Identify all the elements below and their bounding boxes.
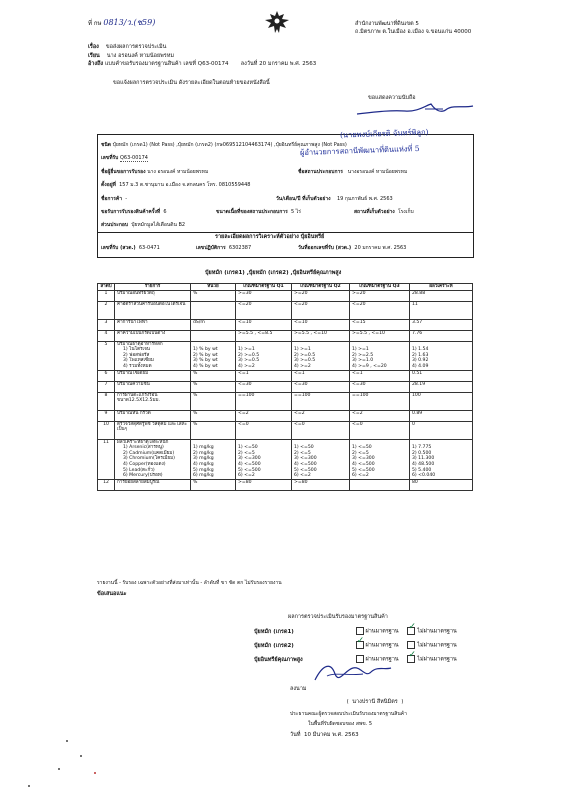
cell-unit: % xyxy=(191,381,236,392)
signer-name-text: นางปรานี สีหนิมิตร xyxy=(352,699,398,705)
sub-item: 2) ฟอสฟอรัส xyxy=(123,352,150,358)
sub-unit: 6) mg/kg xyxy=(193,473,214,479)
cell-q3: <=0 xyxy=(350,421,410,439)
sub-item: 4) Copper(ทองแดง) xyxy=(123,461,166,467)
lab-date-label: วันที่ออกเลขที่รับ (สวด.) xyxy=(298,245,352,251)
signature-top xyxy=(355,100,475,120)
cell-result xyxy=(410,341,473,370)
request-type-label: ชนิด xyxy=(101,142,112,148)
pass-label: ผ่านมาตรฐาน xyxy=(365,642,399,649)
cell-result: 7.76 xyxy=(410,330,473,341)
cell-no: 12 xyxy=(98,479,115,490)
grade-name: ปุ๋ยอินทรีย์คุณภาพสูง xyxy=(254,656,303,663)
cell-result: 0 xyxy=(410,421,473,439)
cell-q2: <=30 xyxy=(292,381,350,392)
cell-unit: % xyxy=(191,370,236,381)
address-value: 157 ม.3 ต.ชานุมาน อ.เมือง จ.สกลนคร โทร. 0810559448 xyxy=(119,182,251,188)
scan-speck xyxy=(66,740,68,742)
cell-unit xyxy=(191,330,236,341)
cell-q1: <=1 xyxy=(236,370,292,381)
to-label: เรียน xyxy=(88,53,100,59)
sub-q2: 4) >=2 xyxy=(294,363,311,369)
doc-number xyxy=(88,19,155,27)
report-title: รายละเอียดผลการวิเคราะห์ตัวอย่าง ปุ๋ยอินทรีย์ xyxy=(215,234,325,240)
cell-q3 xyxy=(350,479,410,490)
cell-q1: >=80 xyxy=(236,479,292,490)
cell-q2: >=5.5 , <=10 xyxy=(292,330,350,341)
signer-title-stamp: ผู้อำนวยการสถานีพัฒนาที่ดินแห่งที่ 5 xyxy=(299,143,420,158)
request-number-line xyxy=(101,155,148,161)
sub-q1: 3) >=0.5 xyxy=(238,358,260,364)
establishment-value: นางอรอนงค์ หามน้อยพรหม xyxy=(347,169,408,175)
reference-line xyxy=(88,61,316,68)
table-row xyxy=(98,370,473,381)
sub-q2: 2) >=0.5 xyxy=(294,352,316,358)
grade-row-2 xyxy=(254,636,457,650)
sub-q3: 1) >=1 xyxy=(352,347,369,353)
establishment-label: ชื่อสถานประกอบการ xyxy=(298,169,343,175)
garuda-emblem-icon xyxy=(262,8,292,38)
sign-label: ลงนาม xyxy=(290,686,307,692)
check-icon: ✓ xyxy=(408,622,416,632)
cell-item: ปริมาณความชื้น xyxy=(115,381,191,392)
cell-no: 11 xyxy=(98,439,115,479)
cell-q3: >=5.5 , <=10 xyxy=(350,330,410,341)
cell-q3: <=2 xyxy=(350,410,410,421)
brand-value: - xyxy=(125,196,128,202)
sub-q3: 6) <=2 xyxy=(352,473,369,479)
sub-result: 1) 1.54 xyxy=(412,347,429,353)
establishment-line xyxy=(298,169,407,175)
cell-q3 xyxy=(350,439,410,479)
table-row xyxy=(98,392,473,410)
address-label: ตั้งอยู่ที่ xyxy=(101,182,116,188)
sub-q3: 2) >=2.5 xyxy=(352,352,374,358)
table-row xyxy=(98,421,473,439)
cell-q1: <=2 xyxy=(236,410,292,421)
office-address-line1: สำนักงานพัฒนาที่ดินเขต 5 xyxy=(355,21,419,27)
cell-q1: <=10 xyxy=(236,319,292,330)
cell-item: การผ่านตะแกรงร่อนขนาด12.5X12.5มม. xyxy=(115,392,191,410)
subject-value: ขอส่งผลการตรวจประเมิน xyxy=(105,44,167,50)
closing-text: ขอแสดงความนับถือ xyxy=(368,95,416,101)
sub-unit: 5) mg/kg xyxy=(193,467,214,473)
sub-q3: 2) <=5 xyxy=(352,450,369,456)
cell-q2 xyxy=(292,439,350,479)
cell-q2: <=10 xyxy=(292,319,350,330)
sub-q2: 1) >=1 xyxy=(294,347,311,353)
assessment-title: ผลการตรวจประเมินรับรองมาตรฐานสินค้า xyxy=(288,614,388,620)
lab-code-value: 6302387 xyxy=(228,245,252,251)
cell-item: ปริมาณอินทรียวัตถุ xyxy=(115,290,191,301)
header-result: ผลวิเคราะห์ xyxy=(410,284,473,291)
divider xyxy=(97,232,474,233)
round-line xyxy=(101,209,167,215)
composition-value: ปุ๋ยหมักมูลไส้เดือนดิน B2 xyxy=(131,222,186,228)
cell-unit: % xyxy=(191,421,236,439)
intro-text: ขอแจ้งผลการตรวจประเมิน ดังรายละเอียดในตอนท้ายของหนังสือนี้ xyxy=(113,80,270,86)
reference-number: Q63-00174 xyxy=(197,61,229,67)
sub-q2: 4) <=500 xyxy=(294,461,317,467)
request-type-value: ปุ๋ยหมัก (เกรด1) (Not Pass) ,ปุ๋ยหมัก (เกรด2) (กษ069512104463174) ,ปุ๋ยอินทรีย์คุณภาพสูง (Not Pass) xyxy=(112,142,347,148)
cell-unit: % xyxy=(191,410,236,421)
fail-checkbox xyxy=(407,622,416,635)
sub-result: 4) 48.500 xyxy=(412,461,435,467)
results-table xyxy=(97,283,473,491)
cell-q1: <=20 xyxy=(236,301,292,319)
cell-item xyxy=(115,341,191,370)
cell-q1 xyxy=(236,439,292,479)
scan-speck xyxy=(58,768,60,770)
capacity-line xyxy=(216,209,301,215)
reference-label: อ้างถึง xyxy=(88,61,104,67)
cell-q1: ==100 xyxy=(236,392,292,410)
collect-date-line xyxy=(276,196,393,202)
lab-number-label: เลขที่รับ (สวด.) xyxy=(101,245,136,251)
cell-result: 3.57 xyxy=(410,319,473,330)
sub-unit: 4) mg/kg xyxy=(193,461,214,467)
sub-q1: 1) <=50 xyxy=(238,445,258,451)
cell-q2: <=2 xyxy=(292,410,350,421)
sub-q2: 1) <=50 xyxy=(294,445,314,451)
sub-item: 4) รวมทั้งหมด xyxy=(123,363,152,369)
grade-name: ปุ๋ยหมัก (เกรด1) xyxy=(254,628,294,635)
cell-q2: >=20 xyxy=(292,290,350,301)
pass-checkbox xyxy=(356,627,364,635)
signature-bottom xyxy=(305,658,395,688)
cell-q2: ==100 xyxy=(292,392,350,410)
sub-q1: 5) <=500 xyxy=(238,467,261,473)
sub-q3: 1) <=50 xyxy=(352,445,372,451)
signer-name: ( นางปรานี สีหนิมิตร ) xyxy=(346,699,404,705)
sample-place-label: สถานที่เก็บตัวอย่าง xyxy=(354,209,395,215)
table-row xyxy=(98,301,473,319)
table-row-macro-nutrients xyxy=(98,341,473,370)
reference-date-label: ลงวันที่ xyxy=(240,61,258,67)
cell-item: ปริมาณโซเดียม xyxy=(115,370,191,381)
table-title: ปุ๋ยหมัก (เกรด1) ,ปุ๋ยหมัก (เกรด2) ,ปุ๋ยอินทรีย์คุณภาพสูง xyxy=(205,270,342,276)
cell-no: 7 xyxy=(98,381,115,392)
sub-unit: 2) mg/kg xyxy=(193,450,214,456)
grade-name: ปุ๋ยหมัก (เกรด2) xyxy=(254,642,294,649)
sample-place-line xyxy=(354,209,414,215)
brand-line xyxy=(101,196,127,202)
reference-prefix: แบบคำขอรับรองมาตรฐานสินค้า เลขที่ xyxy=(104,61,196,67)
lab-code-line xyxy=(196,245,251,251)
sub-result: 3) 0.92 xyxy=(412,358,429,364)
doc-number-label: ที่ กษ xyxy=(88,20,102,27)
cell-item: ปริมาณหิน กรวด xyxy=(115,410,191,421)
scan-speck xyxy=(80,755,82,757)
sub-result: 1) 7.775 xyxy=(412,445,432,451)
cell-no: 4 xyxy=(98,330,115,341)
cell-item: ค่าอัตราส่วนคาร์บอนต่อไนโตรเจน xyxy=(115,301,191,319)
lab-code-label: เลขปฏิบัติการ xyxy=(196,245,226,251)
sub-item: 1) Arsenic(สารหนู) xyxy=(123,445,164,451)
pass-label: ผ่านมาตรฐาน xyxy=(365,656,399,663)
table-row xyxy=(98,330,473,341)
to-value: นาง อรอนงค์ หามน้อยพรหม xyxy=(106,53,174,59)
sub-q2: 6) <=2 xyxy=(294,473,311,479)
sub-unit: 3) mg/kg xyxy=(193,456,214,462)
cell-q1: >=30 xyxy=(236,290,292,301)
cell-q3: <=20 xyxy=(350,301,410,319)
fail-label: ไม่ผ่านมาตรฐาน xyxy=(417,642,457,649)
cell-q2 xyxy=(292,341,350,370)
to-line xyxy=(88,53,174,60)
lab-date-value: 20 มกราคม พ.ศ. 2563 xyxy=(354,245,407,251)
sub-result: 5) 5.400 xyxy=(412,467,432,473)
signer-name-stamp: (นายพงษ์เกียรติ จันทร์พิลูก) xyxy=(339,127,429,140)
signed-date-line xyxy=(290,732,359,739)
cell-q3: <=30 xyxy=(350,381,410,392)
sub-q1: 3) <=300 xyxy=(238,456,261,462)
cell-no: 8 xyxy=(98,392,115,410)
request-type-line xyxy=(101,142,347,148)
cell-q2: <=0 xyxy=(292,421,350,439)
cell-no: 6 xyxy=(98,370,115,381)
cell-q1: <=0 xyxy=(236,421,292,439)
round-value: 6 xyxy=(163,209,167,215)
cell-unit: dS/m xyxy=(191,319,236,330)
cell-q1: <=30 xyxy=(236,381,292,392)
group-label: ปริมาณธาตุอาหารหลัก xyxy=(117,341,163,347)
header-q2: เกณฑ์มาตรฐาน Q2 xyxy=(292,284,350,291)
collect-date-value: 19 กุมภาพันธ์ พ.ศ. 2563 xyxy=(336,196,393,202)
composition-line xyxy=(101,222,185,228)
sub-unit: 4) % by wt xyxy=(193,363,218,369)
doc-number-value: 0813/ว.(ช59) xyxy=(103,18,156,27)
header-unit: หน่วย xyxy=(191,284,236,291)
sub-result: 3) 11.300 xyxy=(412,456,435,462)
cell-result: 11 xyxy=(410,301,473,319)
office-address-line2: ถ.มิตรภาพ ต.ในเมือง อ.เมือง จ.ขอนแก่น 40000 xyxy=(355,29,472,35)
sub-item: 2) Cadmium(แคดเมียม) xyxy=(123,450,175,456)
cell-result: 80 xyxy=(410,479,473,490)
sub-q3: 3) >=1.0 xyxy=(352,358,374,364)
cell-q3 xyxy=(350,341,410,370)
group-label: ผลวิเคราะห์ธาตุโลหะหนัก xyxy=(117,439,169,445)
round-label: ขอรับการรับรองสินค้าครั้งที่ xyxy=(101,209,161,215)
sub-item: 5) Lead(ตะกั่ว) xyxy=(123,467,155,473)
cell-q1: >=5.5 , <=8.5 xyxy=(236,330,292,341)
sub-q3: 3) <=300 xyxy=(352,456,375,462)
request-number-label: เลขที่รับ xyxy=(101,155,119,161)
cell-result: 0.89 xyxy=(410,410,473,421)
cell-unit: % xyxy=(191,392,236,410)
table-row xyxy=(98,290,473,301)
capacity-label: ขนาดเนื้อที่ของสถานประกอบการ xyxy=(216,209,288,215)
sub-result: 2) 1.63 xyxy=(412,352,429,358)
sub-q1: 2) >=0.5 xyxy=(238,352,260,358)
cell-unit xyxy=(191,301,236,319)
table-row xyxy=(98,479,473,490)
cell-no: 2 xyxy=(98,301,115,319)
fail-label: ไม่ผ่านมาตรฐาน xyxy=(417,656,457,663)
sub-q2: 3) <=300 xyxy=(294,456,317,462)
applicant-label: ชื่อผู้ยื่นขอการรับรอง xyxy=(101,169,146,175)
lab-date-line xyxy=(298,245,406,251)
cell-unit: % xyxy=(191,290,236,301)
header-q1: เกณฑ์มาตรฐาน Q1 xyxy=(236,284,292,291)
fail-checkbox xyxy=(407,650,416,663)
pass-checkbox xyxy=(356,636,365,649)
sub-unit: 2) % by wt xyxy=(193,352,218,358)
capacity-value: 5 ไร่ xyxy=(290,209,301,215)
cell-q3: <=15 xyxy=(350,319,410,330)
sub-result: 2) 0.500 xyxy=(412,450,432,456)
cell-item: ค่าความเป็นกรดเป็นด่าง xyxy=(115,330,191,341)
sub-q1: 4) <=500 xyxy=(238,461,261,467)
sub-q3: 4) <=500 xyxy=(352,461,375,467)
cell-q2: <=20 xyxy=(292,301,350,319)
pass-label: ผ่านมาตรฐาน xyxy=(365,628,399,635)
sub-q2: 3) >=0.5 xyxy=(294,358,316,364)
cell-result: 100 xyxy=(410,392,473,410)
request-number-value: Q63-00174 xyxy=(119,155,148,161)
cell-item: การย่อยสลายสมบูรณ์ xyxy=(115,479,191,490)
address-line xyxy=(101,182,250,188)
cell-no: 9 xyxy=(98,410,115,421)
check-icon: ✓ xyxy=(356,636,365,646)
lab-number-value: 63-0471 xyxy=(138,245,160,251)
signer-title-1: ประธานคณะผู้ตรวจสอบประเมินรับรองมาตรฐานสินค้า xyxy=(290,711,407,717)
table-header-row xyxy=(98,284,473,291)
sub-unit: 3) % by wt xyxy=(193,358,218,364)
sub-q2: 2) <=5 xyxy=(294,450,311,456)
table-row-heavy-metals xyxy=(98,439,473,479)
sub-item: 3) Chromium(โครเมียม) xyxy=(123,456,175,462)
table-row xyxy=(98,319,473,330)
remark-text: รายงานนี้ - รับรอง เฉพาะตัวอย่างที่ส่งมาเท่านั้น - ลำดับที่ ขา ชัด ตก ไม่รับรองรายงาน xyxy=(97,580,282,586)
cell-result xyxy=(410,439,473,479)
sub-q1: 4) >=2 xyxy=(238,363,255,369)
cell-q1 xyxy=(236,341,292,370)
sub-q3: 5) <=500 xyxy=(352,467,375,473)
sub-q3: 4) >=9 , <=20 xyxy=(352,363,387,369)
sub-q1: 2) <=5 xyxy=(238,450,255,456)
cell-item: ค่าการนำไฟฟ้า xyxy=(115,319,191,330)
sub-unit: 1) mg/kg xyxy=(193,445,214,451)
signed-date-value: 10 มีนาคม พ.ศ. 2563 xyxy=(303,732,359,738)
sub-q1: 6) <=2 xyxy=(238,473,255,479)
sub-unit: 1) % by wt xyxy=(193,347,218,353)
grade-row-1 xyxy=(254,622,457,636)
composition-label: ส่วนประกอบ xyxy=(101,222,129,228)
cell-no: 1 xyxy=(98,290,115,301)
cell-no: 10 xyxy=(98,421,115,439)
reference-date: 20 มกราคม พ.ศ. 2563 xyxy=(259,61,317,67)
check-icon: ✓ xyxy=(408,650,416,660)
sub-result: 4) 4.09 xyxy=(412,363,429,369)
scan-speck xyxy=(94,772,96,774)
signed-date-label: วันที่ xyxy=(290,732,301,738)
header-no: ลำดับ xyxy=(98,284,115,291)
cell-result: 0.51 xyxy=(410,370,473,381)
cell-no: 3 xyxy=(98,319,115,330)
table-row xyxy=(98,410,473,421)
cell-item: ตรวจวัสดุศัตรูพืช วัสดุคม และโลหะเป็นๆ xyxy=(115,421,191,439)
brand-label: ชื่อการค้า xyxy=(101,196,123,202)
suggestion-label: ข้อเสนอแนะ xyxy=(97,591,127,597)
lab-number-line xyxy=(101,245,160,251)
header-item: รายการ xyxy=(115,284,191,291)
fail-label: ไม่ผ่านมาตรฐาน xyxy=(417,628,457,635)
applicant-value: นาง อรอนงค์ หามน้อยพรหม xyxy=(147,169,209,175)
sub-item: 3) โพแทสเซียม xyxy=(123,358,154,364)
scan-speck xyxy=(28,785,30,787)
cell-unit xyxy=(191,439,236,479)
cell-q3: ==100 xyxy=(350,392,410,410)
subject-line xyxy=(88,44,166,51)
sub-q1: 1) >=1 xyxy=(238,347,255,353)
cell-q2: >=80 xyxy=(292,479,350,490)
sub-item: 1) ไนโตรเจน xyxy=(123,347,150,353)
cell-no: 5 xyxy=(98,341,115,370)
cell-unit: % xyxy=(191,479,236,490)
cell-result: 28.19 xyxy=(410,381,473,392)
cell-unit xyxy=(191,341,236,370)
table-row xyxy=(98,381,473,392)
signer-title-2: ในพื้นที่รับผิดชอบของ สพข. 5 xyxy=(308,721,373,727)
collect-date-label: วัน/เดือน/ปี ที่เก็บตัวอย่าง xyxy=(276,196,331,202)
header-q3: เกณฑ์มาตรฐาน Q3 xyxy=(350,284,410,291)
sub-q2: 5) <=500 xyxy=(294,467,317,473)
sub-item: 6) Mercury(ปรอท) xyxy=(123,473,163,479)
cell-q3: >=20 xyxy=(350,290,410,301)
cell-q2: <=1 xyxy=(292,370,350,381)
applicant-line xyxy=(101,169,208,175)
sample-place-value: โรงเก็บ xyxy=(397,209,414,215)
cell-result: 28.88 xyxy=(410,290,473,301)
sub-result: 6) <0.040 xyxy=(412,473,436,479)
cell-q3: <=1 xyxy=(350,370,410,381)
subject-label: เรื่อง xyxy=(88,44,99,50)
fail-checkbox xyxy=(407,641,415,649)
cell-item xyxy=(115,439,191,479)
